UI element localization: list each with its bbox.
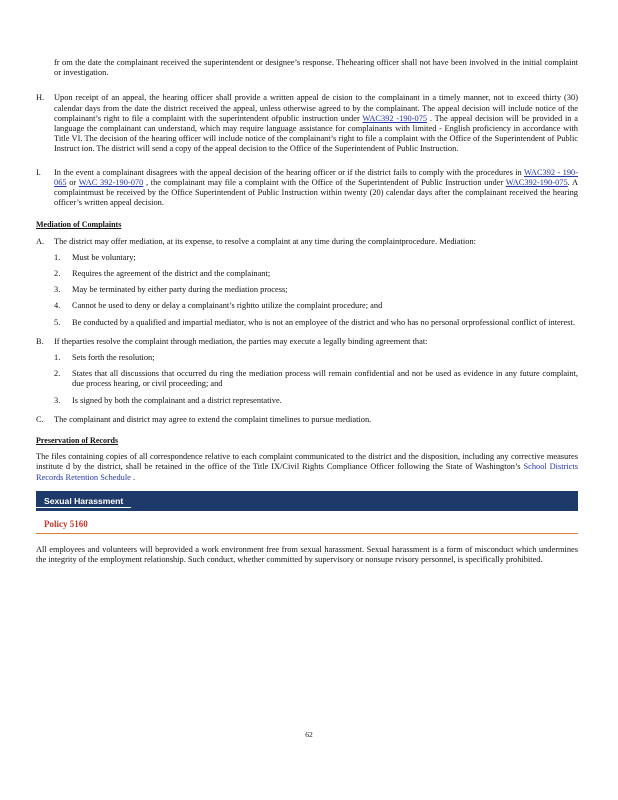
mediation-b-item-text: Sets forth the resolution; xyxy=(72,353,155,363)
mediation-b-item-number: 1. xyxy=(54,353,61,363)
mediation-a-item-text: Be conducted by a qualified and impartial mediator, who is not an employee of the district and who has no personal orprofessional conflict of interest. xyxy=(72,317,575,327)
mediation-b-item-text: States that all discussions that occurred du ring the mediation process will remain confidential and not be used as evidence in any future complaint, due process hearing, or civil proceeding; and xyxy=(72,369,578,389)
mediation-b-item-text: Is signed by both the complainant and a district representative. xyxy=(72,395,282,405)
item-i xyxy=(36,168,578,209)
mediation-a-text: The district may offer mediation, at its expense, to resolve a complaint at any time during the complaintprocedure. Mediation: xyxy=(54,236,476,246)
mediation-c-letter: C. xyxy=(36,414,44,424)
mediation-a-item-number: 2. xyxy=(54,269,61,279)
mediation-a-item-number: 3. xyxy=(54,285,61,295)
mediation-heading: Mediation of Complaints xyxy=(36,220,122,230)
mediation-a xyxy=(36,237,578,247)
section-banner xyxy=(36,491,578,511)
mediation-a-list xyxy=(36,253,578,328)
item-i-text xyxy=(54,168,578,209)
mediation-b-text: If theparties resolve the complaint through mediation, the parties may execute a legally binding agreement that: xyxy=(54,336,428,346)
preservation-text-b: . xyxy=(130,472,136,482)
mediation-a-letter: A. xyxy=(36,236,45,246)
mediation-a-item-text: Cannot be used to deny or delay a complainant’s rightto utilize the complaint procedure; and xyxy=(72,301,383,311)
policy-label: Policy 5160 xyxy=(36,515,578,534)
mediation-c xyxy=(36,415,578,425)
item-i-text-d: . A complaintmust be received by the Office Superintendent of Public Instruction within twenty (20) calendar days after the complainant received the hearing officer’s written appeal decision. xyxy=(54,177,578,208)
wac-075-link-2[interactable]: WAC392-190-075 xyxy=(505,177,568,187)
item-i-text-a: In the event a complainant disagrees with the appeal decision of the hearing officer or if the district fails to comply with the procedures in xyxy=(54,167,524,177)
mediation-a-item-text: May be terminated by either party during the mediation process; xyxy=(72,285,288,295)
page-number: 62 xyxy=(305,730,313,739)
mediation-b-item-number: 3. xyxy=(54,395,61,405)
item-h-text xyxy=(54,93,578,154)
wac-065-link[interactable]: WAC392 - 190-065 xyxy=(54,167,578,187)
mediation-a-item-number: 5. xyxy=(54,317,61,327)
wac-075-link[interactable]: WAC392 -190-075 xyxy=(362,113,428,123)
mediation-a-item xyxy=(54,269,578,279)
item-h-letter: H. xyxy=(36,93,45,103)
mediation-b-item xyxy=(54,369,578,389)
preservation-text xyxy=(36,452,578,483)
item-h-text-a: Upon receipt of an appeal, the hearing officer shall provide a written appeal de cision to the complainant in a timely manner, not to exceed thirty (30) calendar days from the date the district received the appeal, unless otherwise agreed to by the complainant. The appeal decision will include notice of the complainant’s right to file a complaint with the superintendent ofpublic instruction under xyxy=(54,93,578,123)
mediation-a-item xyxy=(54,301,578,311)
mediation-a-item-text: Must be voluntary; xyxy=(72,252,136,262)
preservation-text-a: The files containing copies of all correspondence relative to each complaint communicated to the district and the disposition, including any corrective measures institute d by the district, shall be retained in the office of the Title IX/Civil Rights Compliance Officer following the State of Washington’s xyxy=(36,452,578,472)
mediation-a-item-text: Requires the agreement of the district and the complainant; xyxy=(72,269,271,279)
item-h xyxy=(36,93,578,154)
sexual-harassment-title: Sexual Harassment xyxy=(36,495,131,508)
preservation-heading: Preservation of Records xyxy=(36,436,119,446)
wac-070-link[interactable]: WAC 392-190-070 xyxy=(78,177,144,187)
mediation-b-list xyxy=(36,353,578,406)
mediation-a-item xyxy=(54,285,578,295)
records-retention-link[interactable]: School Districts Records Retention Schedule xyxy=(36,462,578,482)
policy-body: All employees and volunteers will beprovided a work environment free from sexual harassment. Sexual harassment is a form of misconduct which undermines the integrity of the employment relationship. Such conduct, whether committed by supervisory or nonsupe rvisory personnel, is specifically prohibited. xyxy=(36,544,578,565)
mediation-b-item xyxy=(54,396,578,406)
mediation-a-item-number: 4. xyxy=(54,301,61,311)
mediation-b-item-number: 2. xyxy=(54,369,61,379)
mediation-c-text: The complainant and district may agree to extend the complaint timelines to pursue mediation. xyxy=(54,414,372,424)
mediation-a-item-number: 1. xyxy=(54,252,61,262)
mediation-b-letter: B. xyxy=(36,336,44,346)
item-h-text-b: . The appeal decision will be provided in a language the complainant can understand, which may require language assistance for complainants with limited - English proficiency in accordance with Title VI. The decision of the hearing officer will include notice of the complainant’s right to file a complaint with the Office of the Superintendent of Public Instruct ion. The district will send a copy of the appeal decision to the Office of the Superintendent of Public Instruction. xyxy=(54,113,578,154)
document-page xyxy=(36,58,578,565)
appeal-intro-continuation: fr om the date the complainant received the superintendent or designee’s response. Thehearing officer shall not have been involved in the initial complaint or investigation. xyxy=(54,58,578,78)
item-i-text-c: , the complainant may file a complaint with the Office of the Superintendent of Public Instruction under xyxy=(143,177,506,187)
mediation-a-item xyxy=(54,253,578,263)
item-i-letter: I. xyxy=(36,167,41,177)
mediation-b xyxy=(36,337,578,347)
mediation-b-item xyxy=(54,353,578,363)
item-i-text-b: or xyxy=(66,177,79,187)
mediation-a-item xyxy=(54,318,578,328)
